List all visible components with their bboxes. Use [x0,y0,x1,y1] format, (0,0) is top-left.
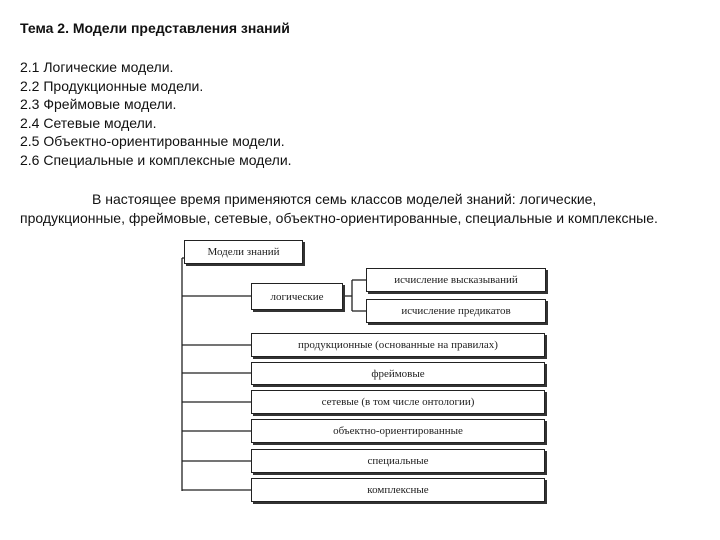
toc-item: 2.4 Сетевые модели. [20,114,157,131]
toc-item: 2.5 Объектно-ориентированные модели. [20,133,285,150]
model-node: фреймовые [251,362,545,385]
toc-item: 2.1 Логические модели. [20,59,174,75]
table-of-contents [20,58,292,170]
paragraph-line-1: В настоящее время применяются семь классов моделей знаний: логические, [92,191,597,207]
paragraph-line-2: продукционные, фреймовые, сетевые, объектно-ориентированные, специальные и комплексные. [20,210,658,226]
page-title: Тема 2. Модели представления знаний [20,20,290,36]
logical-child-node: исчисление предикатов [366,299,546,323]
model-node: сетевые (в том числе онтологии) [251,390,545,414]
intro-paragraph [20,190,710,228]
toc-item: 2.6 Специальные и комплексные модели. [20,151,292,168]
toc-item: 2.2 Продукционные модели. [20,77,204,94]
model-node: комплексные [251,478,545,502]
toc-item: 2.3 Фреймовые модели. [20,96,177,113]
root-node: Модели знаний [184,240,303,264]
model-node: объектно-ориентированные [251,419,545,443]
model-node: специальные [251,449,545,473]
model-node: продукционные (основанные на правилах) [251,333,545,357]
logical-node: логические [251,283,343,310]
logical-child-node: исчисление высказываний [366,268,546,292]
